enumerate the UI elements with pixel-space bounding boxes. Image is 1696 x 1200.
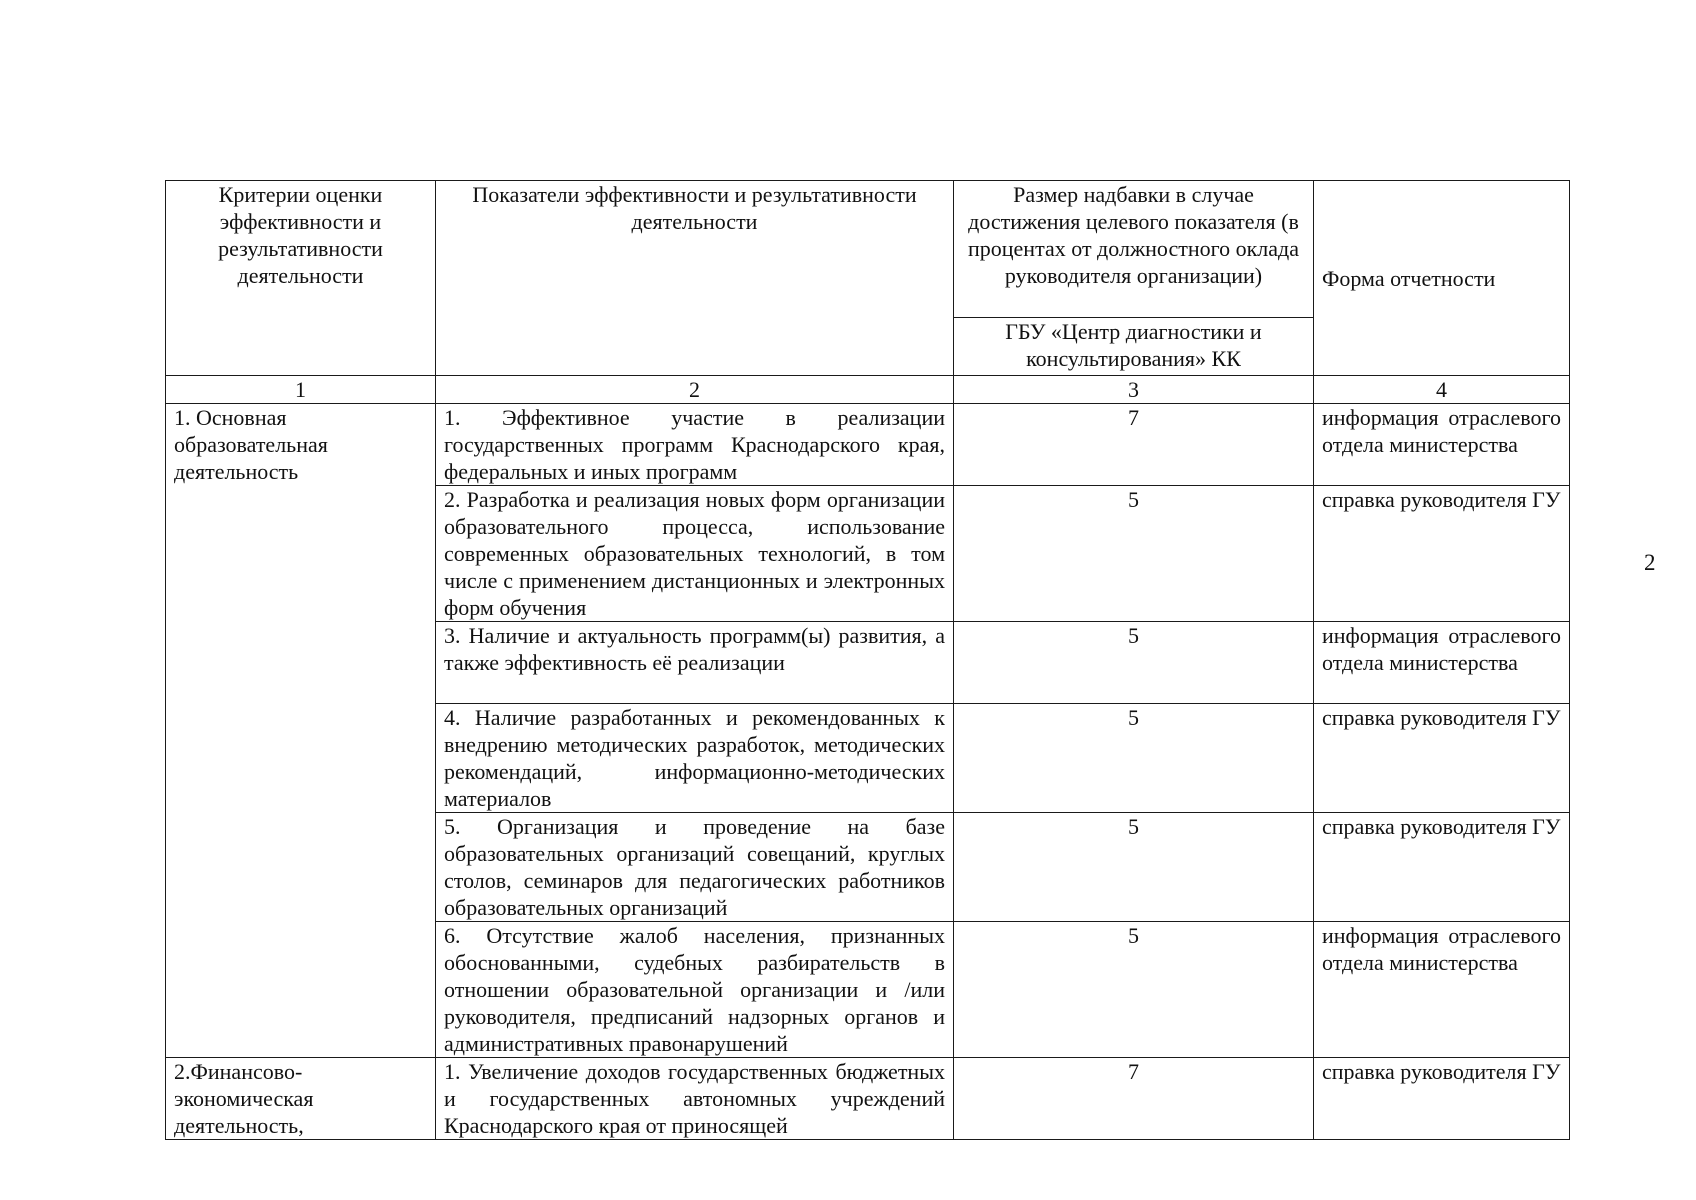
- bonus-value: 5: [954, 704, 1314, 813]
- bonus-value: 5: [954, 486, 1314, 622]
- criterion-title: 2.Финансово-экономическая деятельность,: [166, 1058, 436, 1140]
- indicator-text: 1. Увеличение доходов государственных бюджетных и государственных автономных учреждений Краснодарского края от приносящей: [436, 1058, 954, 1140]
- column-numbers-row: [166, 376, 1570, 404]
- header-report-form: Форма отчетности: [1314, 181, 1570, 376]
- header-bonus-size: Размер надбавки в случае достижения целевого показателя (в процентах от должностного оклада руководителя организации): [954, 181, 1314, 318]
- report-form: информация отраслевого отдела министерства: [1314, 404, 1570, 486]
- indicator-text: 5. Организация и проведение на базе образовательных организаций совещаний, круглых столов, семинаров для педагогических работников образовательных организаций: [436, 813, 954, 922]
- header-indicators: Показатели эффективности и результативности деятельности: [436, 181, 954, 376]
- table-row: [166, 404, 1570, 486]
- indicator-text: 3. Наличие и актуальность программ(ы) развития, а также эффективность её реализации: [436, 622, 954, 704]
- report-form: справка руководителя ГУ: [1314, 813, 1570, 922]
- column-number-4: 4: [1314, 376, 1570, 404]
- report-form: информация отраслевого отдела министерства: [1314, 622, 1570, 704]
- bonus-value: 7: [954, 404, 1314, 486]
- report-form: информация отраслевого отдела министерства: [1314, 922, 1570, 1058]
- indicator-text: 2. Разработка и реализация новых форм организации образовательного процесса, использование современных образовательных технологий, в том числе с применением дистанционных и электронных форм обучения: [436, 486, 954, 622]
- bonus-value: 5: [954, 922, 1314, 1058]
- column-number-3: 3: [954, 376, 1314, 404]
- report-form: справка руководителя ГУ: [1314, 704, 1570, 813]
- column-number-2: 2: [436, 376, 954, 404]
- indicator-text: 1. Эффективное участие в реализации государственных программ Краснодарского края, федеральных и иных программ: [436, 404, 954, 486]
- criterion-title: 1. Основная образовательная деятельность: [166, 404, 436, 1058]
- criteria-table: [165, 180, 1570, 1140]
- column-number-1: 1: [166, 376, 436, 404]
- indicator-text: 6. Отсутствие жалоб населения, признанных обоснованными, судебных разбирательств в отношении образовательной организации и /или руководителя, предписаний надзорных органов и административных правонарушений: [436, 922, 954, 1058]
- bonus-value: 5: [954, 622, 1314, 704]
- bonus-value: 5: [954, 813, 1314, 922]
- indicator-text: 4. Наличие разработанных и рекомендованных к внедрению методических разработок, методических рекомендаций, информационно-методических материалов: [436, 704, 954, 813]
- header-criteria: Критерии оценки эффективности и результативности деятельности: [166, 181, 436, 376]
- bonus-value: 7: [954, 1058, 1314, 1140]
- header-row: [166, 181, 1570, 318]
- table-row: [166, 1058, 1570, 1140]
- report-form: справка руководителя ГУ: [1314, 1058, 1570, 1140]
- page-number: 2: [1644, 550, 1656, 575]
- header-organization: ГБУ «Центр диагностики и консультирования» КК: [954, 317, 1314, 375]
- report-form: справка руководителя ГУ: [1314, 486, 1570, 622]
